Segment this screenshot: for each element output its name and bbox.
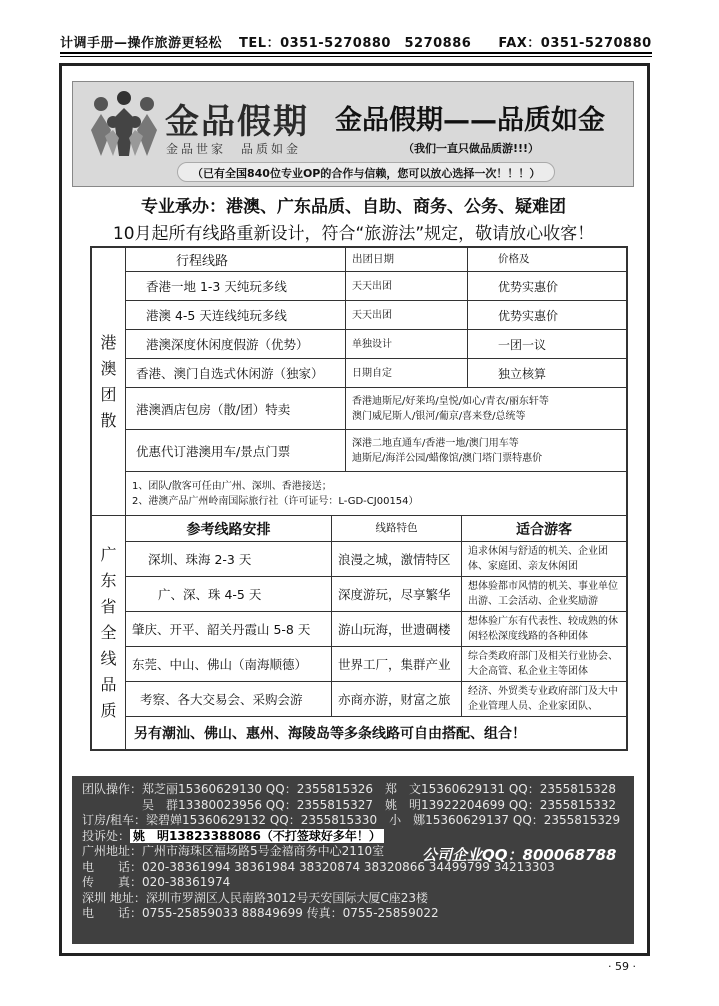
fax: FAX：0351-5270880 xyxy=(498,36,652,51)
brand-banner xyxy=(72,81,634,187)
table-row: 优惠代订港澳用车/景点门票 深港二地直通车/香港一地/澳门用车等 迪斯尼/海洋公园/蜡像馆/澳门塔门票特惠价 xyxy=(92,430,627,472)
logo-text: 金品假期 xyxy=(165,102,309,142)
complaint-label: 投诉处： xyxy=(82,828,131,843)
closing-line: 另有潮汕、佛山、惠州、海陵岛等多条线路可自由搭配、组合！ xyxy=(126,717,627,750)
table-row: 港澳 4-5 天连线纯玩多线 天天出团 优势实惠价 xyxy=(92,301,627,330)
table-row: 肇庆、开平、韶关丹霞山 5-8 天 游山玩海，世遗碉楼 想体验广东有代表性、较成熟的休闲轻松深度线路的各种团体 xyxy=(92,612,627,647)
contact-footer xyxy=(72,776,634,944)
col-header-price: 价格及 xyxy=(468,248,627,272)
people-logo-icon xyxy=(87,90,161,160)
hotel-line: 香港迪斯尼/好莱坞/皇悦/如心/青衣/丽东轩等 xyxy=(352,395,549,407)
table-row: 广、深、珠 4-5 天 深度游玩，尽享繁华 想体验都市风情的机关、事业单位出游、工会活动、企业奖励游 xyxy=(92,577,627,612)
tagline: （我们一直只做品质游!!!） xyxy=(403,142,540,155)
table-row: 香港一地 1-3 天纯玩多线 天天出团 优势实惠价 xyxy=(92,272,627,301)
note: 1、团队/散客可任由广州、深圳、香港接送； xyxy=(132,480,332,492)
ad-content xyxy=(66,71,641,950)
header-rule xyxy=(60,52,652,54)
table-row: 东莞、中山、佛山（南海顺德） 世界工厂，集群产业 综合类政府部门及相关行业协会、大企高管、私企业主等团体 xyxy=(92,647,627,682)
table-row: 港澳酒店包房（散/团）特卖 香港迪斯尼/好莱坞/皇悦/如心/青衣/丽东轩等 澳门威尼斯人/银河/葡京/喜来登/总统等 xyxy=(92,388,627,430)
gz-tel: 电 话：020-38361994 38361984 38320874 38320866 34499799 34213303 xyxy=(82,859,555,874)
routes-table xyxy=(90,246,628,751)
gd-side-label: 广 东 省 全 线 品 质 xyxy=(92,516,126,750)
logo-subtitle: 金品世家 品质如金 xyxy=(166,142,302,156)
col-header-guests: 适合游客 xyxy=(462,516,627,542)
slogan: 计调手册—操作旅游更轻松 xyxy=(60,36,223,51)
sz-tel: 电 话：0755-25859033 88849699 传真：0755-25859022 xyxy=(82,906,439,920)
page-number: · 59 · xyxy=(608,960,636,973)
hk-side-label: 港 澳 团 散 xyxy=(92,248,126,516)
notice-pill: （已有全国840位专业OP的合作与信赖，您可以放心选择一次！！！） xyxy=(177,162,555,182)
note: 2、港澳产品广州岭南国际旅行社（许可证号：L-GD-CJ00154） xyxy=(132,495,419,507)
complaint-value: 姚 明13823388086（不打签球好多年！） xyxy=(130,829,384,843)
gz-fax: 传 真：020-38361974 xyxy=(82,875,231,889)
closing-row xyxy=(92,717,627,750)
contact-line: 订房/租车：梁碧婵15360629132 QQ：2355815330 小 娜15360629137 QQ：2355815329 xyxy=(82,813,621,827)
redesign-line: 10月起所有线路重新设计，符合“旅游法”规定，敬请放心收客！ xyxy=(112,224,595,244)
contact-line: 团队操作：郑芝丽15360629130 QQ：2355815326 郑 文15360629131 QQ：2355815328 xyxy=(82,782,617,796)
table-row: 深圳、珠海 2-3 天 浪漫之城，激情特区 追求休闲与舒适的机关、企业团体、家庭团、亲友休闲团 xyxy=(92,542,627,577)
complaint-line xyxy=(82,829,624,845)
top-header-bar xyxy=(60,32,652,58)
services-line: 专业承办：港澳、广东品质、自助、商务、公务、疑难团 xyxy=(141,197,566,217)
col-header-route: 行程线路 xyxy=(126,248,346,272)
col-header-ref-route: 参考线路安排 xyxy=(126,516,332,542)
col-header-date: 出团日期 xyxy=(346,248,468,272)
notes-row xyxy=(92,472,627,516)
col-header-feature: 线路特色 xyxy=(332,516,462,542)
header-rule-thin xyxy=(60,56,652,57)
table-row: 港澳深度休闲度假游（优势） 单独设计 一团一议 xyxy=(92,330,627,359)
headline: 金品假期——品质如金 xyxy=(335,105,605,136)
table-row: 考察、各大交易会、采购会游 亦商亦游，财富之旅 经济、外贸类专业政府部门及大中企业管理人员、企业家团队、 xyxy=(92,682,627,717)
sz-address: 深圳 地址：深圳市罗湖区人民南路3012号天安国际大厦C座23楼 xyxy=(82,890,429,905)
company-qq: 公司企业QQ：800068788 xyxy=(422,846,617,864)
ticket-line: 迪斯尼/海洋公园/蜡像馆/澳门塔门票特惠价 xyxy=(352,452,543,464)
table-row: 香港、澳门自选式休闲游（独家） 日期自定 独立核算 xyxy=(92,359,627,388)
hotel-line: 澳门威尼斯人/银河/葡京/喜来登/总统等 xyxy=(352,410,526,422)
tel: TEL：0351-5270880 5270886 xyxy=(239,36,472,51)
ticket-line: 深港二地直通车/香港一地/澳门用车等 xyxy=(352,437,519,449)
gz-address: 广州地址：广州市海珠区福场路5号金禧商务中心2110室 xyxy=(82,844,385,858)
contact-line: 吴 群13380023956 QQ：2355815327 姚 明13922204699 QQ：2355815332 xyxy=(82,797,617,812)
